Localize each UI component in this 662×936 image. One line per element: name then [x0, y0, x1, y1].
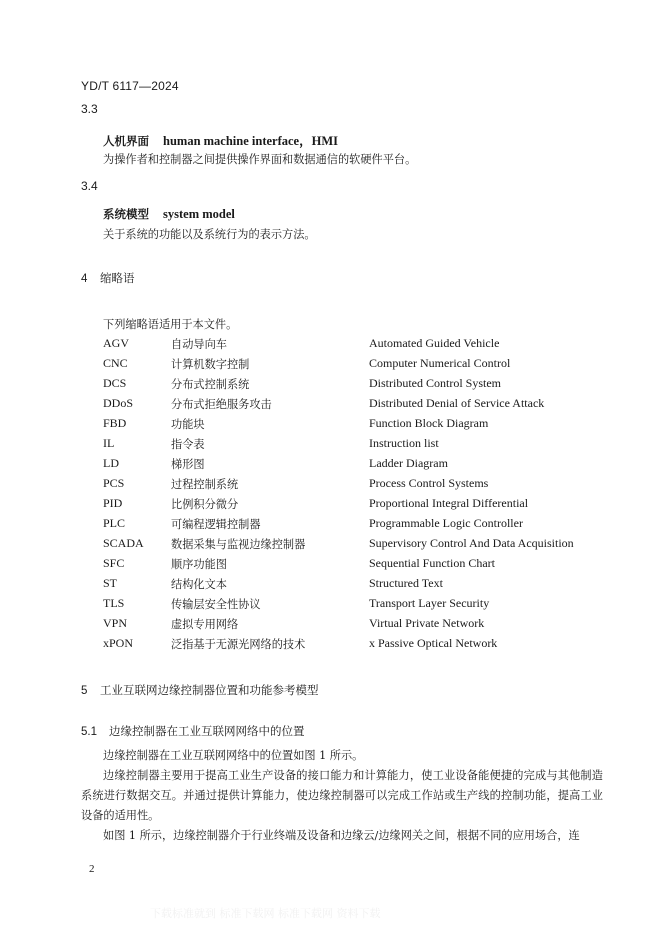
definition-hmi: 为操作者和控制器之间提供操作界面和数据通信的软硬件平台。	[103, 153, 417, 166]
abbreviation-code: TLS	[103, 596, 125, 610]
abbreviation-en: Computer Numerical Control	[369, 356, 511, 370]
abbreviation-en: Automated Guided Vehicle	[369, 336, 500, 350]
abbreviation-zh: 分布式控制系统	[171, 378, 250, 391]
abbreviation-zh: 过程控制系统	[171, 478, 239, 491]
abbreviation-code: IL	[103, 436, 115, 450]
abbreviation-code: PLC	[103, 516, 126, 530]
page-number: 2	[89, 863, 95, 875]
abbreviation-zh: 指令表	[171, 438, 205, 451]
abbreviation-code: AGV	[103, 336, 129, 350]
abbreviation-en: Proportional Integral Differential	[369, 496, 529, 510]
clause-number-3-3: 3.3	[81, 102, 98, 116]
abbreviation-zh: 分布式拒绝服务攻击	[171, 398, 272, 411]
term-hmi-en: human machine interface，HMI	[163, 134, 338, 148]
abbreviation-zh: 虚拟专用网络	[171, 618, 239, 631]
abbreviation-en: Distributed Control System	[369, 376, 501, 390]
section-heading-5	[81, 682, 319, 698]
abbreviation-en: x Passive Optical Network	[369, 636, 498, 650]
abbreviation-en: Programmable Logic Controller	[369, 516, 523, 530]
abbreviation-zh: 数据采集与监视边缘控制器	[171, 538, 306, 551]
term-hmi	[103, 131, 338, 149]
abbreviation-en: Function Block Diagram	[369, 416, 489, 430]
abbreviation-code: PCS	[103, 476, 125, 490]
abbreviation-code: DCS	[103, 376, 127, 390]
abbreviation-code: DDoS	[103, 396, 134, 410]
clause-number-3-4: 3.4	[81, 179, 98, 193]
section-title-5: 工业互联网边缘控制器位置和功能参考模型	[100, 683, 319, 697]
abbreviation-en: Process Control Systems	[369, 476, 489, 490]
abbreviation-en: Transport Layer Security	[369, 596, 490, 610]
abbreviation-en: Virtual Private Network	[369, 616, 485, 630]
abbreviation-code: LD	[103, 456, 119, 470]
abbreviation-code: VPN	[103, 616, 128, 630]
abbreviation-en: Structured Text	[369, 576, 443, 590]
abbreviation-en: Sequential Function Chart	[369, 556, 495, 570]
paragraph: 边缘控制器在工业互联网网络中的位置如图 1 所示。	[103, 749, 364, 762]
section-number-4: 4	[81, 273, 88, 285]
abbreviation-zh: 结构化文本	[171, 578, 227, 591]
section-title-5-1: 边缘控制器在工业互联网网络中的位置	[109, 724, 305, 738]
abbreviation-zh: 可编程逻辑控制器	[171, 518, 261, 531]
abbreviation-code: ST	[103, 576, 118, 590]
abbreviation-code: FBD	[103, 416, 127, 430]
abbreviation-code: SFC	[103, 556, 125, 570]
abbreviation-zh: 顺序功能图	[171, 558, 227, 571]
abbreviation-zh: 计算机数字控制	[171, 358, 250, 371]
section-heading-5-1	[81, 723, 305, 739]
watermark: 下载标准就到 标准下载网 标准下载网 资料下载	[150, 907, 381, 920]
abbreviation-en: Supervisory Control And Data Acquisition	[369, 536, 574, 550]
abbreviation-code: xPON	[103, 636, 134, 650]
abbreviation-zh: 泛指基于无源光网络的技术	[171, 638, 306, 651]
abbreviations-intro: 下列缩略语适用于本文件。	[103, 318, 238, 331]
term-system-model-en: system model	[163, 207, 235, 221]
abbreviation-zh: 比例积分微分	[171, 498, 239, 511]
term-system-model-zh: 系统模型	[103, 207, 149, 221]
term-system-model	[103, 206, 235, 222]
term-hmi-zh: 人机界面	[103, 134, 149, 148]
abbreviation-code: SCADA	[103, 536, 144, 550]
abbreviation-code: PID	[103, 496, 123, 510]
abbreviation-zh: 传输层安全性协议	[171, 598, 261, 611]
section-number-5: 5	[81, 685, 88, 697]
abbreviation-code: CNC	[103, 356, 128, 370]
abbreviation-en: Distributed Denial of Service Attack	[369, 396, 545, 410]
abbreviation-zh: 自动导向车	[171, 338, 227, 351]
paragraph: 如图 1 所示，边缘控制器介于行业终端及设备和边缘云/边缘网关之间，根据不同的应用场合，连	[103, 829, 580, 842]
standard-number: YD/T 6117—2024	[81, 79, 179, 93]
abbreviation-en: Instruction list	[369, 436, 439, 450]
abbreviation-en: Ladder Diagram	[369, 456, 448, 470]
definition-system-model: 关于系统的功能以及系统行为的表示方法。	[103, 228, 316, 241]
section-title-4: 缩略语	[100, 271, 135, 285]
abbreviation-zh: 功能块	[171, 418, 205, 431]
paragraph: 边缘控制器主要用于提高工业生产设备的接口能力和计算能力，使工业设备能便捷的完成与其他制造系统进行数据交互。并通过提供计算能力，使边缘控制器可以完成工作站或生产线的控制功能，提高工业设备的适用性。	[81, 769, 603, 822]
abbreviation-zh: 梯形图	[171, 458, 205, 471]
section-number-5-1: 5.1	[81, 726, 97, 738]
section-heading-4	[81, 270, 135, 286]
